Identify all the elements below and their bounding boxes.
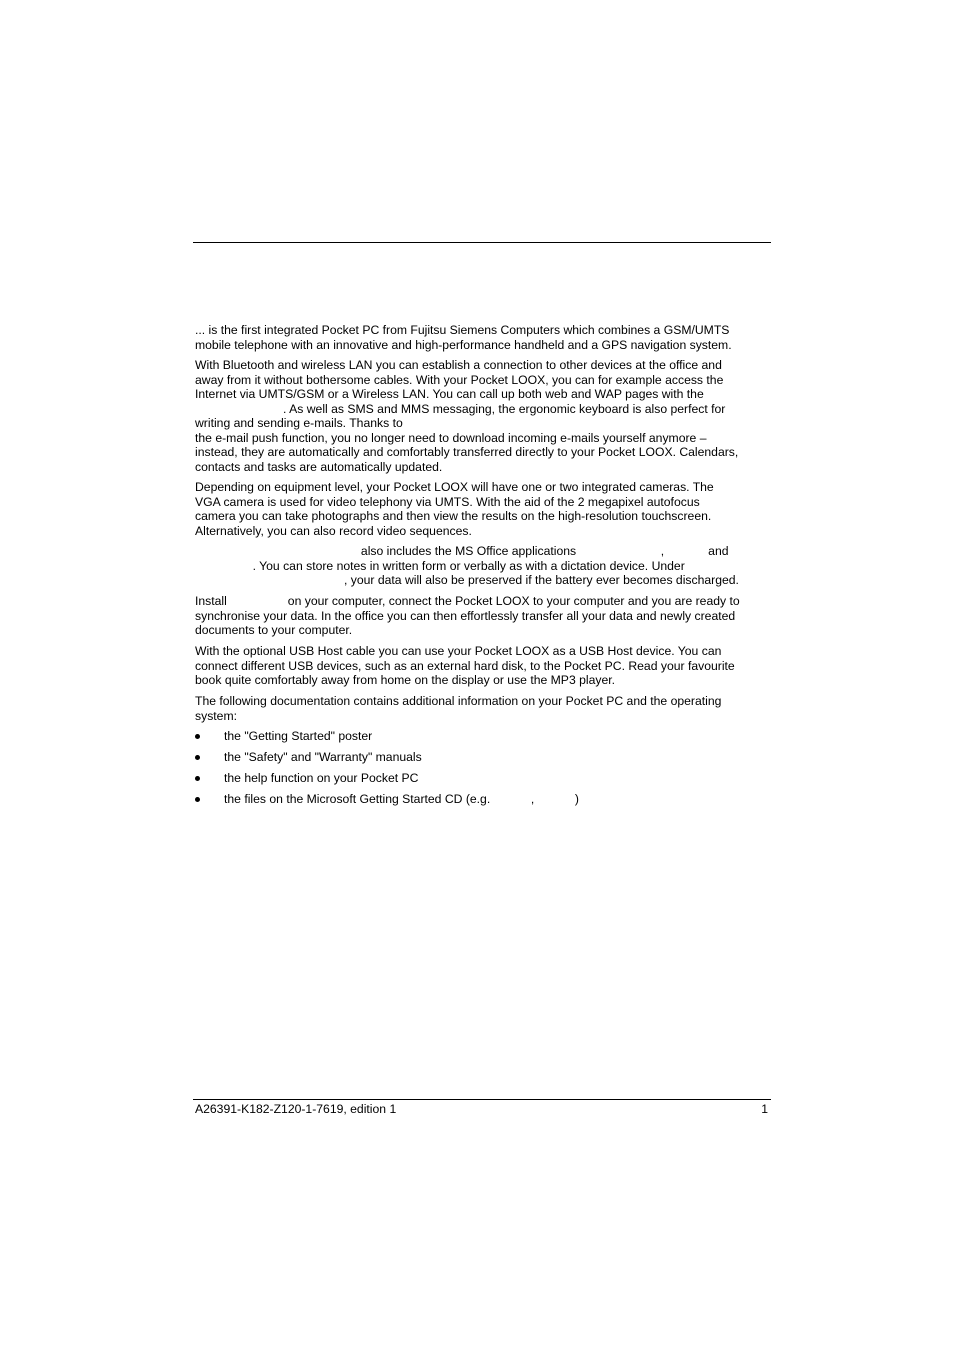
sync-paragraph [195,594,770,638]
text-line: writing and sending e-mails. Thanks to [195,416,403,430]
text-line: system: [195,708,237,723]
list-item [195,771,770,792]
text-line: With the optional USB Host cable you can use your Pocket LOOX as a USB Host device. You can [195,644,722,658]
text-line: the e-mail push function, you no longer need to download incoming e-mails yourself anymore – [195,430,707,445]
list-item [195,729,770,750]
document-id: A26391-K182-Z120-1-7619, edition 1 [195,1102,397,1116]
bullet-icon [195,755,200,760]
header-rule [193,242,771,243]
text-line: , your data will also be preserved if the battery ever becomes discharged. [195,573,739,587]
intro-paragraph [195,323,770,352]
bullet-icon [195,797,200,802]
page-footer [195,1102,770,1117]
text-line: instead, they are automatically and comfortably transferred directly to your Pocket LOOX. Calendars, [195,445,739,459]
text-line: Install on your computer, connect the Pocket LOOX to your computer and you are ready to [195,594,740,608]
page-number: 1 [761,1102,768,1116]
text-line: With Bluetooth and wireless LAN you can establish a connection to other devices at the office and [195,358,722,372]
bullet-icon [195,776,200,781]
list-item [195,792,770,813]
text-line: . You can store notes in written form or verbally as with a dictation device. Under [195,558,685,573]
text-line: away from it without bothersome cables. With your Pocket LOOX, you can for example access the [195,372,724,387]
text-line: documents to your computer. [195,623,353,637]
office-paragraph [195,544,770,588]
bullet-icon [195,734,200,739]
text-line: camera you can take photographs and then view the results on the high-resolution touchscreen. [195,509,712,523]
list-item-text: the "Getting Started" poster [224,729,373,743]
documentation-paragraph [195,694,770,723]
text-line: Depending on equipment level, your Pocket LOOX will have one or two integrated cameras. The [195,480,714,494]
list-item [195,750,770,771]
text-line: ... is the first integrated Pocket PC from Fujitsu Siemens Computers which combines a GSM/UMTS [195,323,730,337]
text-line: mobile telephone with an innovative and high-performance handheld and a GPS navigation system. [195,337,732,352]
text-line: also includes the MS Office applications , and [195,544,729,558]
text-line: VGA camera is used for video telephony via UMTS. With the aid of the 2 megapixel autofocus [195,494,700,509]
text-line: book quite comfortably away from home on the display or use the MP3 player. [195,673,616,687]
text-line: Alternatively, you can also record video sequences. [195,523,472,538]
text-line: The following documentation contains additional information on your Pocket PC and the operating [195,694,722,708]
documentation-list [195,729,770,813]
list-item-text: the help function on your Pocket PC [224,771,419,785]
list-item-text: the files on the Microsoft Getting Started CD (e.g. , ) [224,792,579,806]
camera-paragraph [195,480,770,538]
text-line: . As well as SMS and MMS messaging, the ergonomic keyboard is also perfect for [195,401,726,416]
text-line: connect different USB devices, such as an external hard disk, to the Pocket PC. Read your favourite [195,658,735,673]
usb-paragraph [195,644,770,688]
text-line: synchronise your data. In the office you can then effortlessly transfer all your data and newly created [195,608,736,623]
text-line: Internet via UMTS/GSM or a Wireless LAN. You can call up both web and WAP pages with the [195,387,704,401]
list-item-text: the "Safety" and "Warranty" manuals [224,750,422,764]
footer-rule [193,1099,771,1100]
text-line: contacts and tasks are automatically updated. [195,459,443,474]
connectivity-paragraph [195,358,770,474]
